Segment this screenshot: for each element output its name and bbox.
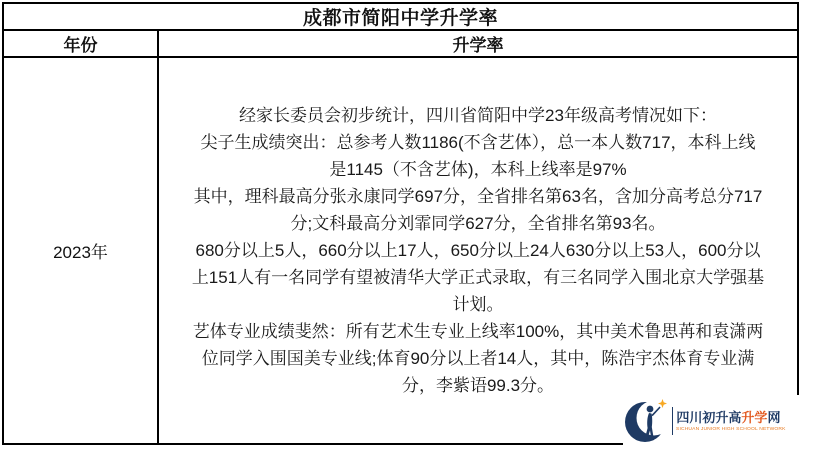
site-logo bbox=[623, 395, 810, 447]
logo-divider bbox=[672, 407, 673, 435]
logo-name-cn bbox=[676, 410, 810, 425]
logo-cn-navy: 四川初升高 bbox=[676, 409, 742, 425]
rate-text-line: 分，李紫语99.3分。 bbox=[401, 376, 555, 395]
logo-cn-navy2: 网 bbox=[767, 409, 781, 425]
logo-cn-accent: 升学 bbox=[741, 409, 768, 425]
rate-cell bbox=[159, 58, 797, 443]
rate-text-line: 分;文科最高分刘霏同学627分，全省排名第93名。 bbox=[290, 214, 666, 233]
page-title: 成都市简阳中学升学率 bbox=[4, 4, 797, 31]
rate-text-line: 经家长委员会初步统计，四川省简阳中学23年级高考情况如下： bbox=[239, 106, 717, 125]
logo-name-en: SICHUAN JUNIOR HIGH SCHOOL NETWORK bbox=[676, 426, 786, 431]
rate-text-line: 位同学入围国美专业线;体育90分以上者14人，其中，陈浩宇杰体育专业满 bbox=[201, 349, 755, 368]
header-year: 年份 bbox=[4, 31, 159, 56]
rate-text-line: 上151人有一名同学有望被清华大学正式录取，有三名同学入围北京大学强基 bbox=[191, 268, 765, 287]
logo-text bbox=[676, 410, 810, 433]
rate-text-line: 计划。 bbox=[452, 295, 504, 314]
rate-text-line: 尖子生成绩突出：总参考人数1186(不含艺体），总一本人数717，本科上线 bbox=[200, 133, 756, 152]
table-row bbox=[4, 58, 797, 443]
rate-text-line: 680分以上5人，660分以上17人，650分以上24人630分以上53人，600分以 bbox=[195, 241, 761, 260]
table-header-row bbox=[4, 31, 797, 58]
rate-text-line: 艺体专业成绩斐然：所有艺术生专业上线率100%，其中美术鲁思苒和袁潇两 bbox=[192, 322, 764, 341]
rate-text-line: 其中，理科最高分张永康同学697分，全省排名第63名，含加分高考总分717 bbox=[193, 187, 763, 206]
rate-text-line: 是1145（不含艺体)，本科上线率是97% bbox=[329, 160, 627, 179]
year-cell: 2023年 bbox=[4, 58, 159, 443]
header-rate: 升学率 bbox=[452, 36, 504, 55]
crescent-moon-child-icon bbox=[625, 395, 669, 447]
promotion-rate-table bbox=[2, 2, 799, 445]
